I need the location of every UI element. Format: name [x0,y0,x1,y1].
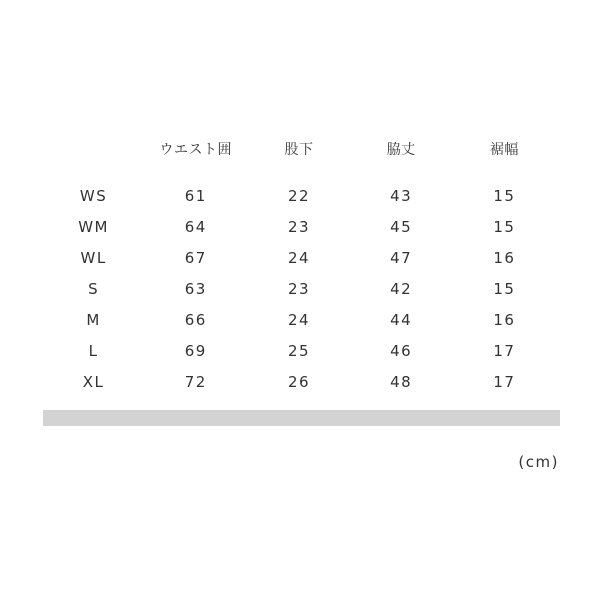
hem-width-value: 17 [493,373,516,391]
size-label: L [88,342,99,360]
outseam-value: 48 [390,373,413,391]
hem-width-value: 16 [493,249,516,267]
outseam-value: 44 [390,311,413,329]
inseam-value: 23 [287,218,311,236]
header-waist: ウエスト囲 [159,142,233,158]
table-row [44,181,556,212]
size-label: XL [82,373,105,391]
inseam-value: 26 [287,373,311,391]
waist-value: 66 [184,311,207,329]
header-hem-width: 裾幅 [489,142,519,158]
table-row [44,212,556,243]
inseam-value: 23 [287,280,311,298]
size-label: WS [79,187,108,205]
outseam-value: 47 [390,249,413,267]
waist-value: 61 [184,187,207,205]
inseam-value: 25 [287,342,311,360]
hem-width-value: 17 [493,342,516,360]
hem-width-value: 16 [493,311,516,329]
header-inseam: 股下 [284,142,314,158]
hem-width-value: 15 [493,280,516,298]
outseam-value: 43 [390,187,413,205]
table-header-row [44,134,556,166]
size-label: WM [78,218,109,236]
size-label: WL [80,249,107,267]
table-row [44,336,556,367]
divider-bar [43,410,560,426]
header-outseam: 脇丈 [386,142,416,158]
unit-label: (cm) [518,453,559,471]
table-row [44,243,556,274]
hem-width-value: 15 [493,187,516,205]
table-row [44,367,556,398]
size-chart-table [44,134,556,398]
table-row [44,274,556,305]
size-label: S [88,280,100,298]
outseam-value: 42 [390,280,413,298]
waist-value: 72 [184,373,207,391]
waist-value: 67 [184,249,207,267]
table-row [44,305,556,336]
waist-value: 63 [184,280,207,298]
inseam-value: 24 [287,249,311,267]
waist-value: 64 [184,218,207,236]
outseam-value: 46 [390,342,413,360]
inseam-value: 24 [287,311,311,329]
size-label: M [86,311,101,329]
waist-value: 69 [184,342,207,360]
inseam-value: 22 [287,187,311,205]
hem-width-value: 15 [493,218,516,236]
outseam-value: 45 [390,218,413,236]
